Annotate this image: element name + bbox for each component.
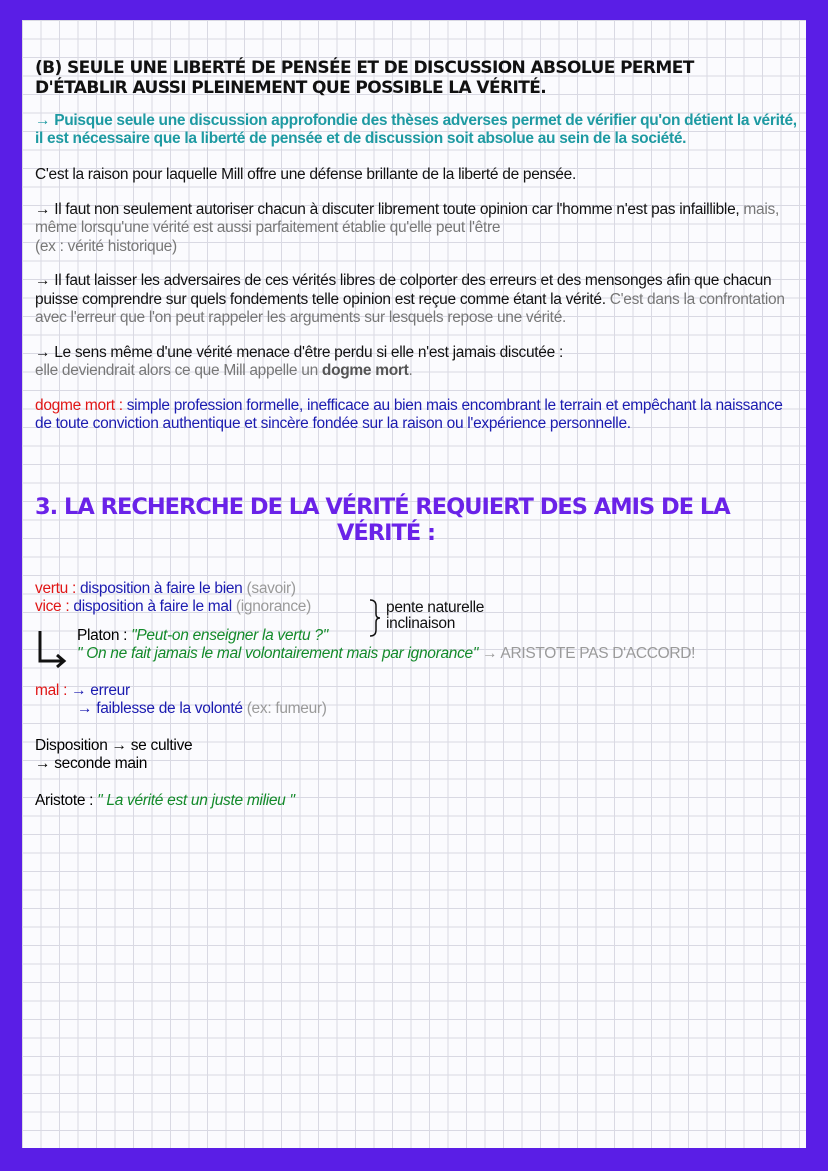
virtue-block xyxy=(35,580,797,811)
mal-block xyxy=(35,682,797,719)
section-b-title-line2: D'ÉTABLIR AUSSI PLEINEMENT QUE POSSIBLE LA VÉRITÉ. xyxy=(35,78,547,98)
definition-dogme-mort xyxy=(35,397,797,434)
disposition-line-2: → seconde main xyxy=(35,755,148,772)
section-3-title xyxy=(35,494,797,546)
mal-line-2 xyxy=(35,700,797,719)
aristote-disagree: → ARISTOTE PAS D'ACCORD! xyxy=(478,645,696,662)
section-b-lead: → Puisque seule une discussion approfondie des thèses adverses permet de vérifier qu'on détient la vérité, il est nécessaire que la liberté de pensée et de discussion soit absolue au sein de la société. xyxy=(35,112,797,147)
paragraph-mill: C'est la raison pour laquelle Mill offre une défense brillante de la liberté de pensée. xyxy=(35,166,576,183)
aristote-line xyxy=(35,792,797,811)
dogme-mort-highlight: dogme mort xyxy=(321,362,409,379)
platon-block xyxy=(35,627,797,664)
brace-label-pente: pente naturelle xyxy=(386,599,485,616)
paragraph-infaillible xyxy=(35,201,797,257)
section-3-title-line1: 3. LA RECHERCHE DE LA VÉRITÉ REQUIERT DES AMIS DE LA xyxy=(35,493,730,520)
vertu-note: (savoir) xyxy=(242,579,296,597)
disposition-block xyxy=(35,737,797,774)
paragraph-sens-aside: elle deviendrait alors ce que Mill appelle un xyxy=(35,362,322,379)
paragraph-sens-main: → Le sens même d'une vérité menace d'être perdu si elle n'est jamais discutée : xyxy=(35,343,563,361)
definition-term: dogme mort : xyxy=(35,396,123,414)
mal-item-faiblesse: → faiblesse de la volonté xyxy=(77,700,243,717)
mal-line xyxy=(35,682,797,701)
section-3-title-line2: VÉRITÉ : xyxy=(336,519,436,546)
vertu-line xyxy=(35,580,797,599)
aristote-quote: " La vérité est un juste milieu " xyxy=(97,791,295,809)
paragraph-adversaires xyxy=(35,272,797,328)
mal-term: mal : xyxy=(35,681,68,699)
paragraph-infaillible-example: (ex : vérité historique) xyxy=(35,237,177,255)
page-content xyxy=(35,58,797,810)
platon-quote-2: " On ne fait jamais le mal volontairement mais par ignorance" xyxy=(77,645,479,662)
vice-line xyxy=(35,598,797,632)
disposition-line-1: Disposition → se cultive xyxy=(35,736,193,754)
mal-item-erreur: → erreur xyxy=(67,681,130,699)
paragraph-infaillible-main: → Il faut non seulement autoriser chacun à discuter librement toute opinion car l'homme n'est pas infaillible, xyxy=(35,200,740,218)
brace-label-inclinaison: inclinaison xyxy=(386,615,456,632)
platon-quote-1: "Peut-on enseigner la vertu ?" xyxy=(131,626,328,644)
platon-label: Platon : xyxy=(77,626,132,644)
vice-note: (ignorance) xyxy=(231,598,311,615)
paragraph-adversaires-main: → Il faut laisser les adversaires de ces vérités libres de colporter des erreurs et des mensonges afin que chacun puisse comprendre sur quels fondements telle opinion est reçue comme étant la vérité. xyxy=(35,272,772,308)
section-b-title xyxy=(35,58,797,98)
paragraph-sens-end: . xyxy=(408,362,413,379)
paragraph-sens xyxy=(35,344,797,381)
vertu-term: vertu : xyxy=(35,579,76,597)
vertu-definition: disposition à faire le bien xyxy=(75,579,243,597)
mal-item-note: (ex: fumeur) xyxy=(242,700,327,717)
vice-definition: disposition à faire le mal xyxy=(69,598,232,615)
paragraph-adversaires-aside: C'est dans la confrontation avec l'erreur que l'on peut rappeler les arguments sur lesquels repose une vérité. xyxy=(35,290,785,326)
platon-quote-line xyxy=(35,645,797,664)
definition-text: simple profession formelle, inefficace au bien mais encombrant le terrain et empêchant la naissance de toute conviction authentique et sincère fondée sur la raison ou l'expérience personnelle. xyxy=(35,396,783,432)
vice-term: vice : xyxy=(35,598,70,615)
paragraph-infaillible-aside: mais, même lorsqu'une vérité est aussi parfaitement établie qu'elle peut l'être xyxy=(35,200,779,236)
section-b-title-line1: (B) SEULE UNE LIBERTÉ DE PENSÉE ET DE DISCUSSION ABSOLUE PERMET xyxy=(35,58,694,78)
notebook-page xyxy=(22,20,806,1148)
platon-line xyxy=(35,627,797,646)
aristote-label: Aristote : xyxy=(35,791,98,809)
